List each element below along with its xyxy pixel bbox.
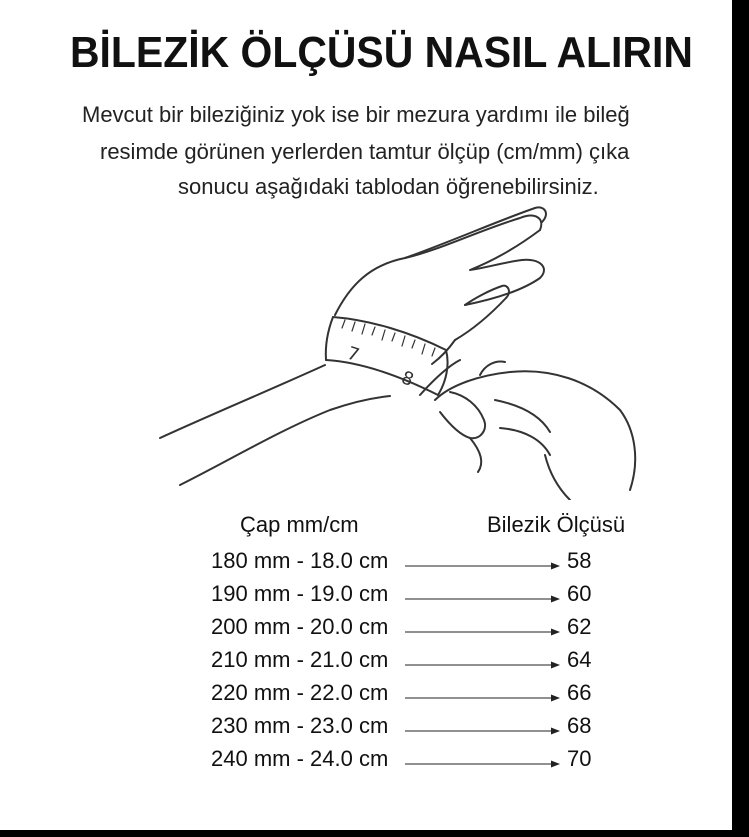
arrow-right-icon [405, 726, 560, 736]
measure-value: 190 mm - 19.0 cm [211, 581, 389, 606]
measure-value: 220 mm - 22.0 cm [211, 680, 389, 705]
measure-value: 230 mm - 23.0 cm [211, 713, 389, 738]
intro-line-3: sonucu aşağıdaki tablodan öğrenebilirsiniz. [178, 174, 599, 199]
arrow-right-icon [405, 561, 560, 571]
right-thumb-line [440, 392, 485, 438]
table-row [0, 680, 732, 710]
measure-value: 200 mm - 20.0 cm [211, 614, 389, 639]
bracelet-size-value: 66 [567, 680, 592, 705]
right-hand-top-line [435, 371, 635, 490]
arrow-right-icon [405, 693, 560, 703]
forearm-bottom-line [180, 396, 390, 485]
column-header-diameter: Çap mm/cm [240, 512, 359, 537]
table-row [0, 548, 732, 578]
hand-top-line [335, 216, 541, 315]
arrow-right-icon [405, 594, 560, 604]
tape-number-7: 7 [344, 342, 362, 367]
arrow-right-icon [405, 660, 560, 670]
table-row [0, 746, 732, 776]
column-header-size: Bilezik Ölçüsü [487, 512, 626, 537]
page-title: BİLEZİK ÖLÇÜSÜ NASIL ALIRIN [70, 28, 693, 77]
arrow-right-icon [405, 759, 560, 769]
bracelet-size-value: 70 [567, 746, 592, 771]
table-row [0, 581, 732, 611]
bracelet-size-value: 62 [567, 614, 592, 639]
intro-line-1: Mevcut bir bileziğiniz yok ise bir mezura yardımı ile bileğ [82, 102, 630, 127]
arrow-right-icon [405, 627, 560, 637]
measure-value: 210 mm - 21.0 cm [211, 647, 389, 672]
tape-number-8: 8 [398, 367, 417, 391]
hand-wrist-measuring-tape-illustration [150, 200, 650, 500]
bracelet-size-value: 64 [567, 647, 592, 672]
measure-value: 240 mm - 24.0 cm [211, 746, 389, 771]
forearm-top-line [160, 365, 325, 438]
thumb-line [455, 286, 509, 340]
intro-line-2: resimde görünen yerlerden tamtur ölçüp (cm/mm) çıka [100, 139, 630, 164]
table-row [0, 713, 732, 743]
fingers-line [465, 230, 544, 305]
bracelet-size-value: 58 [567, 548, 592, 573]
table-row [0, 614, 732, 644]
measure-value: 180 mm - 18.0 cm [211, 548, 389, 573]
bracelet-size-value: 68 [567, 713, 592, 738]
bracelet-size-value: 60 [567, 581, 592, 606]
table-row [0, 647, 732, 677]
